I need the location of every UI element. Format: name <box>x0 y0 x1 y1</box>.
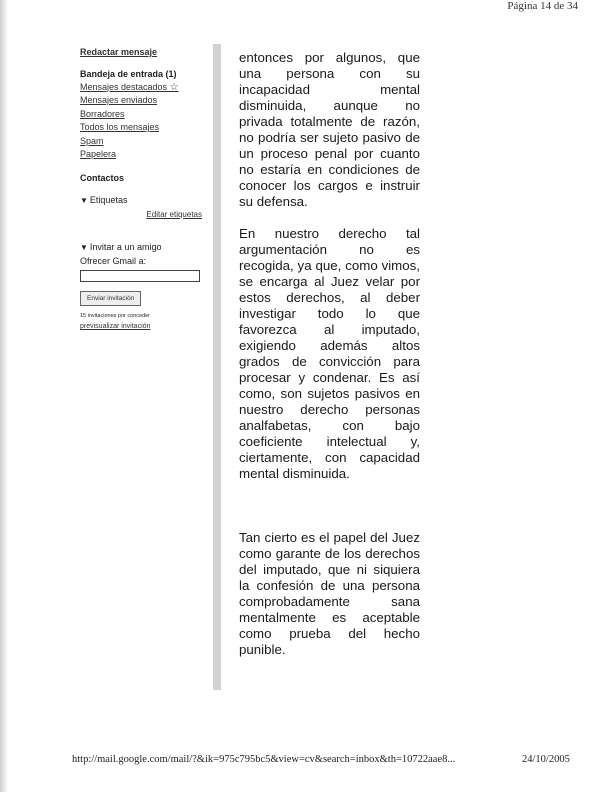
footer-date: 24/10/2005 <box>522 754 570 765</box>
starred-label: Mensajes destacados <box>80 81 168 92</box>
all-mail-link[interactable]: Todos los mensajes <box>80 122 160 132</box>
star-icon: ☆ <box>169 81 179 93</box>
column-divider <box>213 44 221 690</box>
compose-link[interactable]: Redactar mensaje <box>80 47 158 57</box>
triangle-down-icon: ▼ <box>80 243 88 252</box>
invites-left-text: 15 invitaciones por conceder <box>80 313 151 319</box>
invite-email-input[interactable] <box>80 270 200 282</box>
trash-link[interactable]: Papelera <box>80 149 117 159</box>
labels-toggle-label: Etiquetas <box>89 194 128 205</box>
message-body <box>239 50 420 658</box>
labels-toggle[interactable] <box>80 194 210 207</box>
message-paragraph: entonces por algunos, que una persona con su incapacidad mental disminuida, aunque no privada totalmente de razón, no podría ser sujeto pasivo de un proceso penal por cuanto no estaría en condiciones de conocer los cargos e instruir su defensa. <box>239 50 420 209</box>
footer-url: http://mail.google.com/mail/?&ik=975c795bc5&view=cv&search=inbox&th=10722aae8... <box>72 754 456 765</box>
contacts-link[interactable]: Contactos <box>80 172 125 183</box>
starred-link[interactable] <box>80 81 210 95</box>
inbox-link[interactable]: Bandeja de entrada (1) <box>80 68 177 79</box>
invite-section <box>80 241 210 334</box>
send-invite-button[interactable]: Enviar invitación <box>80 291 141 306</box>
offer-gmail-label: Ofrecer Gmail a: <box>80 256 147 266</box>
scan-edge-shadow <box>0 0 8 792</box>
edit-labels-link[interactable]: Editar etiquetas <box>146 209 202 219</box>
drafts-link[interactable]: Borradores <box>80 108 125 119</box>
invite-toggle[interactable] <box>80 241 210 254</box>
gmail-sidebar <box>80 46 210 334</box>
spam-link[interactable]: Spam <box>80 135 104 146</box>
print-footer <box>72 754 572 765</box>
message-paragraph: En nuestro derecho tal argumentación no es recogida, ya que, como vimos, se encarga al Juez velar por estos derechos, al deber investigar todo lo que favorezca al imputado, exigiendo además altos grados de convicción para procesar y condenar. Es así como, son sujetos pasivos en nuestro derecho personas analfabetas, con bajo coeficiente intelectual y, ciertamente, con capacidad mental disminuida. <box>239 226 420 481</box>
preview-invite-link[interactable]: previsualizar invitación <box>80 323 151 330</box>
invite-toggle-label: Invitar a un amigo <box>89 242 162 252</box>
sent-link[interactable]: Mensajes enviados <box>80 95 158 105</box>
page-number: Página 14 de 34 <box>507 0 578 12</box>
message-paragraph: Tan cierto es el papel del Juez como garante de los derechos del imputado, que ni siquiera la confesión de una persona comprobadamente sana mentalmente es aceptable como prueba del hecho punible. <box>239 530 420 657</box>
triangle-down-icon: ▼ <box>80 195 88 205</box>
